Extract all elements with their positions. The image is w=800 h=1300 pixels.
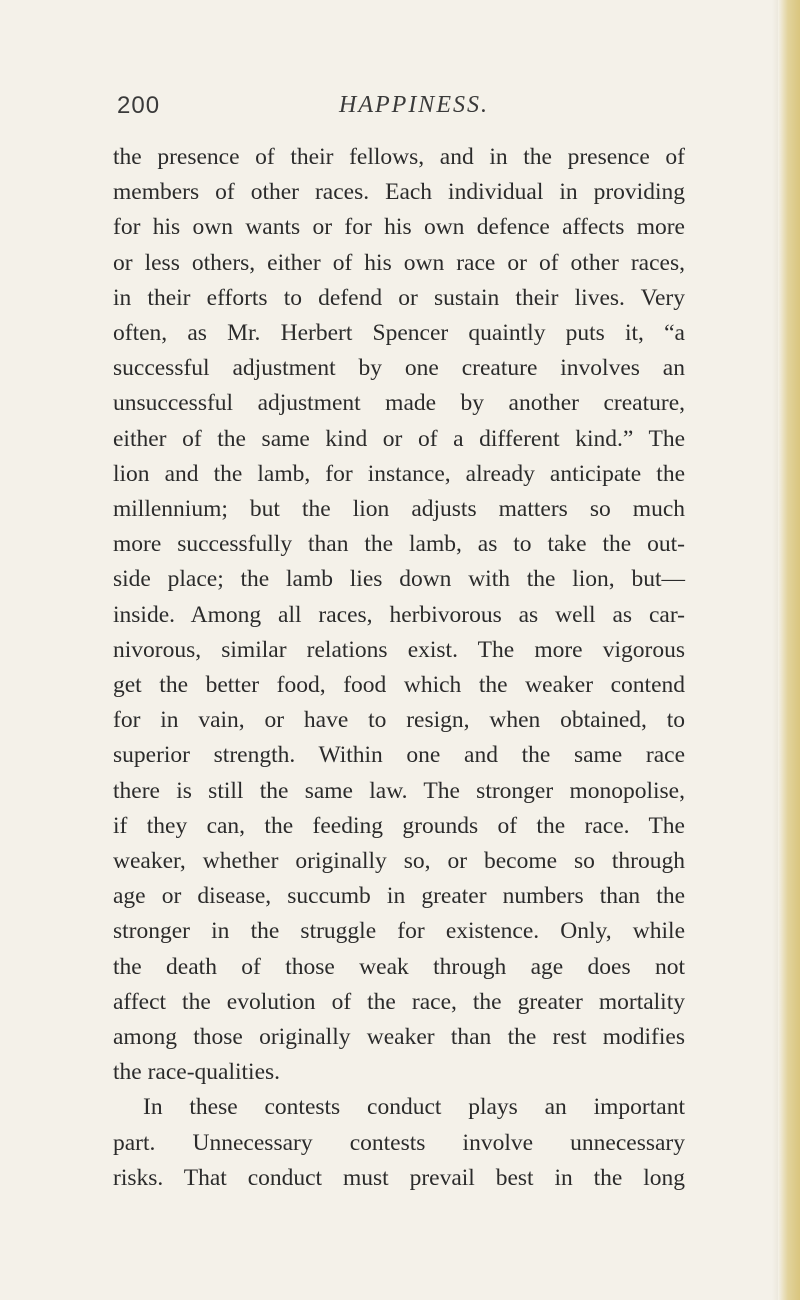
text-line: the presence of their fellows, and in the presence of [113,144,685,170]
text-line: lion and the lamb, for instance, already anticipate the [113,460,685,487]
text-line: there is still the same law. The stronger monopolise, [113,777,685,804]
text-line: nivorous, similar relations exist. The more vigorous [113,636,685,663]
text-line-paragraph-end: the race-qualities. [113,1059,281,1086]
text-line: if they can, the feeding grounds of the race. The [113,812,685,839]
text-line: part. Unnecessary contests involve unnecessary [113,1129,685,1156]
text-line: more successfully than the lamb, as to take the out- [113,531,685,558]
text-line: successful adjustment by one creature involves an [113,355,685,382]
text-line: inside. Among all races, herbivorous as well as car- [113,601,685,628]
text-line: for his own wants or for his own defence affects more [113,214,685,241]
text-line: get the better food, food which the weaker contend [113,672,685,699]
text-line: either of the same kind or of a different kind.” The [113,425,685,452]
body-text [113,140,685,1196]
text-line-paragraph-start: In these contests conduct plays an important [143,1094,685,1121]
text-line: members of other races. Each individual in providing [113,179,685,206]
text-line: stronger in the struggle for existence. Only, while [113,918,685,945]
text-line: the death of those weak through age does not [113,953,685,980]
text-line: affect the evolution of the race, the greater mortality [113,988,685,1015]
text-line: weaker, whether originally so, or become so through [113,848,685,875]
text-line: side place; the lamb lies down with the lion, but— [113,566,685,593]
text-line: risks. That conduct must prevail best in the long [113,1164,685,1191]
text-line: in their efforts to defend or sustain their lives. Very [113,284,685,311]
text-line: unsuccessful adjustment made by another creature, [113,390,685,417]
text-line: often, as Mr. Herbert Spencer quaintly puts it, “a [113,320,685,347]
running-title: HAPPINESS. [339,92,489,118]
text-line: superior strength. Within one and the same race [113,742,685,769]
text-line: age or disease, succumb in greater numbers than the [113,883,685,910]
text-line: millennium; but the lion adjusts matters so much [113,496,685,523]
page-edge [778,0,800,1300]
text-line: for in vain, or have to resign, when obtained, to [113,707,685,734]
text-line: or less others, either of his own race or of other races, [113,249,685,276]
page-number: 200 [117,92,161,119]
text-line: among those originally weaker than the rest modifies [113,1024,685,1051]
running-head [117,92,717,132]
